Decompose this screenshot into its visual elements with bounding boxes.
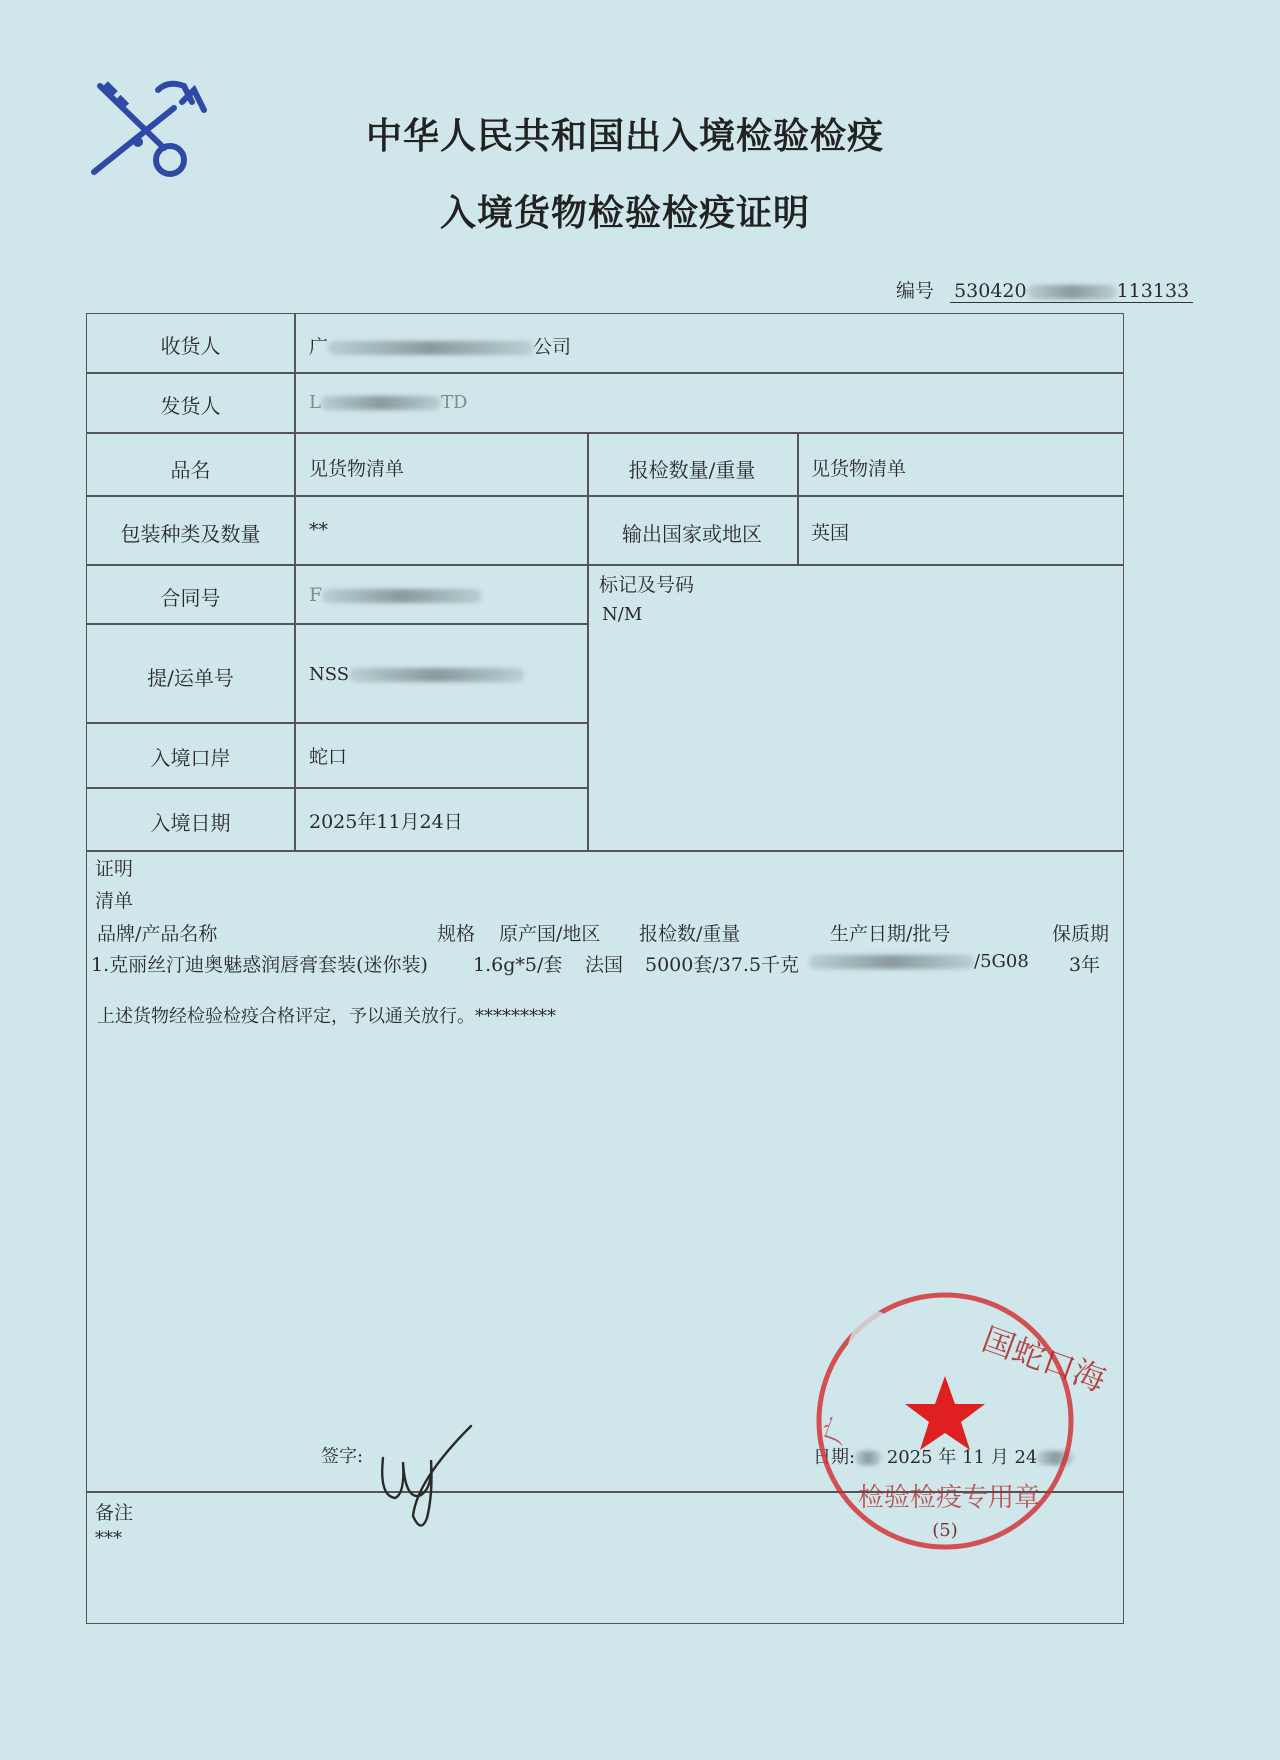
product-name: 1.克丽丝汀迪奥魅惑润唇膏套装(迷你装): [91, 954, 428, 976]
stamp-number: (5): [932, 1520, 958, 1541]
issue-date-label: 日期:: [813, 1447, 856, 1468]
redacted-block: [321, 396, 441, 410]
packing-value: **: [309, 519, 328, 541]
redacted-block: [1027, 285, 1117, 299]
redacted-block: [322, 589, 482, 603]
list-heading: 清单: [95, 890, 134, 912]
consignee-label: 收货人: [160, 334, 221, 358]
signature-label: 签字:: [321, 1446, 364, 1467]
document-title-line1: 中华人民共和国出入境检验检疫: [365, 116, 884, 157]
redacted-block: [328, 341, 533, 355]
redacted-block: [809, 955, 974, 969]
marks-label: 标记及号码: [599, 574, 695, 596]
product-spec: 1.6g*5/套: [473, 954, 563, 976]
entry-date-value: 2025年11月24日: [309, 811, 463, 833]
entry-port-label: 入境口岸: [150, 746, 231, 770]
consignee-suffix: 公司: [533, 336, 572, 358]
consignor-value: [309, 392, 467, 413]
serial-value: [950, 280, 1193, 303]
marks-value: N/M: [602, 604, 643, 625]
issue-date-year-char: 年: [938, 1447, 957, 1468]
quantity-label: 报检数量/重量: [628, 458, 756, 482]
signature-image: [375, 1418, 485, 1533]
serial-number: [896, 276, 1193, 303]
product-quantity: 5000套/37.5千克: [645, 954, 800, 976]
contract-value: [309, 584, 482, 606]
batch-suffix: /5G08: [974, 951, 1029, 972]
star-icon: [905, 1376, 985, 1450]
approval-statement: 上述货物经检验检疫合格评定，予以通关放行。*********: [97, 1006, 556, 1027]
consignee-prefix: 广: [309, 336, 329, 358]
entry-port-value: 蛇口: [309, 746, 348, 768]
remarks-label: 备注: [95, 1502, 134, 1524]
goods-name-value: 见货物清单: [309, 458, 405, 480]
bill-of-lading-label: 提/运单号: [147, 666, 234, 690]
remarks-value: ***: [95, 1528, 122, 1549]
certificate-heading: 证明: [95, 858, 134, 880]
entry-date-label: 入境日期: [150, 811, 231, 835]
serial-prefix: 530420: [954, 280, 1027, 302]
column-header-name: 品牌/产品名称: [97, 923, 218, 945]
bill-of-lading-prefix: NSS: [309, 664, 350, 685]
consignee-value: [309, 332, 571, 359]
serial-label: 编号: [896, 280, 935, 302]
column-header-quantity: 报检数/重量: [639, 923, 741, 945]
origin-country-value: 英国: [811, 522, 850, 544]
column-header-spec: 规格: [437, 923, 476, 945]
consignor-label: 发货人: [160, 394, 221, 418]
quantity-value: 见货物清单: [811, 458, 907, 480]
issue-date-year: 2025: [886, 1447, 933, 1468]
consignor-suffix: TD: [440, 392, 468, 413]
stamp-left-text: 广: [818, 1413, 856, 1449]
document-title-line2: 入境货物检验检疫证明: [439, 193, 810, 234]
product-batch: [809, 951, 1029, 972]
product-shelf-life: 3年: [1069, 954, 1101, 976]
packing-label: 包装种类及数量: [120, 522, 261, 546]
issue-date-month: 11: [962, 1447, 985, 1468]
column-header-origin: 原产国/地区: [499, 923, 601, 945]
bill-of-lading-value: [309, 664, 524, 685]
contract-label: 合同号: [160, 586, 221, 610]
product-origin: 法国: [585, 954, 624, 976]
origin-country-label: 输出国家或地区: [622, 522, 762, 546]
contract-prefix: F: [309, 584, 323, 606]
serial-suffix: 113133: [1116, 280, 1190, 302]
stamp-bottom-text: 检验检疫专用章: [858, 1483, 1041, 1513]
issue-date-month-char: 月: [990, 1447, 1009, 1468]
consignor-prefix: L: [309, 392, 321, 413]
column-header-shelf-life: 保质期: [1052, 923, 1110, 945]
stamp-top-text: 国蛇口海: [977, 1319, 1111, 1400]
issue-date-day: 24: [1014, 1447, 1038, 1468]
redacted-block: [349, 668, 524, 682]
official-seal-stamp: [810, 1286, 1111, 1556]
goods-name-label: 品名: [170, 458, 211, 482]
column-header-batch: 生产日期/批号: [830, 923, 951, 945]
